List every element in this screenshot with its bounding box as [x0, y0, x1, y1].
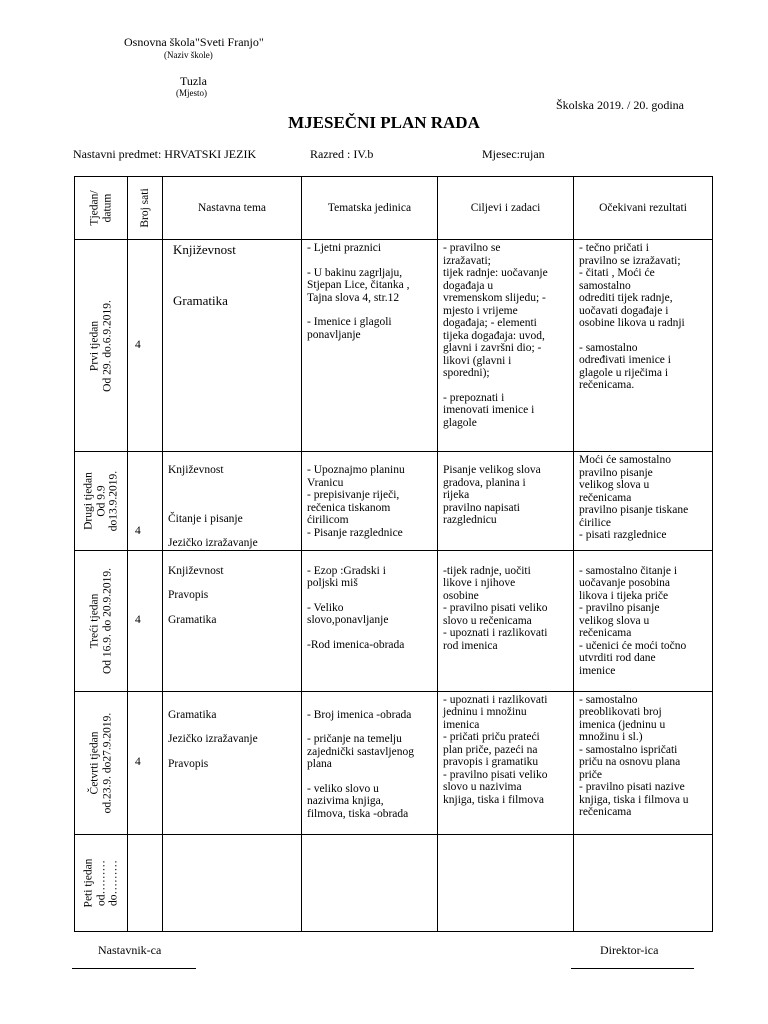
- cell-line: glagole: [443, 416, 477, 429]
- cell-line: [173, 281, 297, 293]
- cell-line: Jezičko izražavanje: [168, 733, 258, 745]
- cell-line: Gramatika: [168, 708, 217, 721]
- cell-line: [168, 477, 297, 489]
- cell-line: mjesto i vrijeme: [443, 304, 518, 317]
- cell-line: slovo u nazivima: [443, 781, 522, 793]
- cell-line: - Upoznajmo planinu: [307, 464, 405, 476]
- hours-cell: [128, 834, 163, 931]
- cell-line: [168, 577, 297, 589]
- results-cell: [574, 834, 713, 931]
- cell-line: Pravopis: [168, 589, 209, 601]
- goals-column-header: Ciljevi i zadaci: [438, 177, 574, 240]
- cell-line: velikog slova u: [579, 614, 650, 627]
- goals-cell: [438, 691, 574, 834]
- cell-line: razglednicu: [443, 514, 497, 526]
- cell-line: [173, 257, 297, 269]
- cell-line: odrediti tijek radnje,: [579, 292, 673, 304]
- cell-line: [168, 746, 297, 758]
- director-signature-label: Direktor-ica: [600, 943, 659, 957]
- cell-line: sporedni);: [443, 367, 490, 379]
- cell-line: - Broj imenica -obrada: [307, 708, 412, 721]
- cell-line: pravopis i gramatiku: [443, 756, 539, 768]
- grade-field: Razred : IV.b: [310, 147, 374, 161]
- cell-line: -Rod imenica-obrada: [307, 638, 405, 651]
- cell-line: - pričanje na temelju: [307, 733, 402, 745]
- week-header-text: Tjedan/ datum: [88, 190, 113, 226]
- cell-line: - Imenice i glagoli: [307, 316, 392, 328]
- cell-line: ćirilice: [579, 516, 611, 529]
- cell-line: [307, 255, 433, 267]
- school-name-caption: (Naziv škole): [164, 50, 213, 60]
- cell-line: pravilno pisanje: [579, 466, 653, 479]
- school-name: Osnovna škola"Sveti Franjo": [124, 35, 264, 49]
- cell-line: Od 9.9: [94, 485, 107, 517]
- cell-line: -tijek radnje, uočiti: [443, 564, 531, 577]
- cell-line: [307, 304, 433, 316]
- hours-cell: 4: [128, 452, 163, 551]
- cell-line: osobine: [443, 589, 479, 602]
- cell-line: Tajna slova 4, str.12: [307, 291, 400, 304]
- cell-line: - tečno pričati i: [579, 242, 649, 254]
- cell-line: priče: [579, 768, 602, 781]
- cell-line: Od 16.9. do 20.9.2019.: [101, 567, 113, 674]
- director-signature-line: [571, 968, 694, 969]
- week-column-header: [75, 177, 128, 240]
- cell-line: Čitanje i pisanje: [168, 512, 243, 525]
- cell-line: - Veliko: [307, 601, 344, 614]
- cell-line: - Ljetni praznici: [307, 242, 382, 254]
- cell-line: velikog slova u: [579, 479, 650, 491]
- place-name: Tuzla: [180, 74, 207, 88]
- cell-line: pravilno se izražavati;: [579, 254, 681, 267]
- unit-cell: [302, 550, 438, 691]
- cell-line: - prepoznati i: [443, 391, 505, 404]
- cell-line: - samostalno ispričati: [579, 743, 678, 756]
- cell-line: tijeka događaja: uvod,: [443, 329, 545, 342]
- cell-line: imenice: [579, 664, 616, 677]
- cell-line: pravilno pisanje tiskane: [579, 504, 689, 516]
- goals-cell: [438, 240, 574, 452]
- cell-line: Od 29. do.6.9.2019.: [101, 299, 113, 392]
- goals-cell: [438, 550, 574, 691]
- cell-line: - veliko slovo u: [307, 782, 379, 795]
- topic-cell: [163, 550, 302, 691]
- cell-line: Književnost: [168, 564, 224, 577]
- cell-line: - pravilno pisati veliko: [443, 768, 548, 781]
- unit-cell: [302, 834, 438, 931]
- cell-line: slovo,ponavljanje: [307, 614, 389, 626]
- cell-line: Jezičko izražavanje: [168, 537, 258, 549]
- cell-line: tijek radnje: uočavanje: [443, 267, 548, 279]
- cell-line: jedninu i množinu: [443, 706, 527, 718]
- cell-line: vremenskom slijedu; -: [443, 292, 546, 304]
- cell-line: od………: [94, 859, 107, 906]
- cell-line: likove i njihove: [443, 577, 516, 589]
- week-cell: [75, 834, 128, 931]
- cell-line: - Pisanje razglednice: [307, 526, 403, 539]
- cell-line: Pravopis: [168, 757, 209, 770]
- cell-line: Drugi tjedan: [82, 471, 95, 530]
- cell-line: Stjepan Lice, čitanka ,: [307, 279, 410, 291]
- cell-line: određivati imenice i: [579, 354, 671, 366]
- cell-line: pravilno napisati: [443, 501, 520, 514]
- cell-line: [173, 269, 297, 281]
- hours-cell: 4: [128, 550, 163, 691]
- cell-line: preoblikovati broj: [579, 706, 662, 718]
- cell-line: imenica: [443, 718, 480, 731]
- cell-line: imenovati imenice i: [443, 404, 535, 416]
- cell-line: - samostalno: [579, 341, 638, 354]
- cell-line: Četvrti tjedan: [88, 731, 101, 794]
- cell-line: izražavati;: [443, 254, 491, 267]
- plan-table: [74, 176, 713, 932]
- teacher-signature-line: [72, 968, 196, 969]
- cell-line: od.23.9. do27.9.2019.: [101, 712, 113, 813]
- week-cell: [75, 691, 128, 834]
- unit-column-header: Tematska jedinica: [302, 177, 438, 240]
- cell-line: - pravilno se: [443, 242, 501, 254]
- cell-line: Treći tjedan: [88, 593, 101, 648]
- results-column-header: Očekivani rezultati: [574, 177, 713, 240]
- goals-cell: [438, 452, 574, 551]
- document-title: MJESEČNI PLAN RADA: [288, 113, 480, 132]
- cell-line: knjiga, tiska i filmova: [443, 793, 544, 806]
- cell-line: [443, 380, 569, 392]
- cell-line: Peti tjedan: [82, 858, 95, 907]
- results-cell: [574, 550, 713, 691]
- cell-line: osobine likova u radnji: [579, 317, 685, 329]
- unit-cell: [302, 452, 438, 551]
- cell-line: - Ezop :Gradski i: [307, 564, 386, 577]
- cell-line: rijeka: [443, 489, 470, 501]
- subject-field: Nastavni predmet: HRVATSKI JEZIK: [73, 147, 257, 161]
- cell-line: Moći će samostalno: [579, 454, 671, 466]
- cell-line: - samostalno: [579, 693, 638, 706]
- cell-line: zajednički sastavljenog: [307, 745, 414, 758]
- cell-line: [307, 627, 433, 639]
- cell-line: - U bakinu zagrljaju,: [307, 266, 403, 279]
- table-row: [75, 834, 713, 931]
- cell-line: - samostalno čitanje i: [579, 564, 678, 577]
- cell-line: - prepisivanje riječi,: [307, 489, 400, 501]
- cell-line: gradova, planina i: [443, 476, 526, 489]
- cell-line: - učenici će moći točno: [579, 639, 687, 652]
- topic-column-header: Nastavna tema: [163, 177, 302, 240]
- table-row: [75, 452, 713, 551]
- cell-line: - pravilno pisanje: [579, 602, 660, 614]
- cell-line: događaja u: [443, 279, 494, 292]
- cell-line: samostalno: [579, 279, 631, 292]
- cell-line: filmova, tiska -obrada: [307, 807, 409, 820]
- cell-line: priču na osnovu plana: [579, 756, 681, 768]
- week-cell: [75, 550, 128, 691]
- cell-line: knjiga, tiska i filmova u: [579, 793, 689, 806]
- cell-line: [307, 721, 433, 733]
- cell-line: do13.9.2019.: [107, 470, 120, 531]
- cell-line: - pisati razglednice: [579, 529, 667, 541]
- month-field: Mjesec:rujan: [482, 147, 545, 161]
- cell-line: - čitati , Moći će: [579, 267, 655, 279]
- cell-line: ponavljanje: [307, 328, 361, 341]
- cell-line: - pravilno pisati veliko: [443, 602, 548, 614]
- topic-cell: [163, 452, 302, 551]
- unit-cell: [302, 240, 438, 452]
- results-cell: [574, 240, 713, 452]
- teacher-signature-label: Nastavnik-ca: [98, 943, 162, 957]
- cell-line: do………: [107, 859, 120, 906]
- table-row: [75, 691, 713, 834]
- cell-line: uočavati događaje i: [579, 304, 669, 317]
- results-cell: [574, 691, 713, 834]
- cell-line: [168, 721, 297, 733]
- cell-line: rečenicama.: [579, 379, 635, 391]
- cell-line: [168, 489, 297, 501]
- cell-line: [168, 525, 297, 537]
- cell-line: Književnost: [168, 464, 224, 476]
- cell-line: rečenicama: [579, 491, 632, 504]
- cell-line: - pravilno pisati nazive: [579, 781, 685, 793]
- cell-line: rečenicama: [579, 806, 632, 818]
- cell-line: glavni i završni dio; -: [443, 342, 542, 354]
- cell-line: likovi (glavni i: [443, 354, 512, 367]
- table-header-row: [75, 177, 713, 240]
- cell-line: [168, 501, 297, 513]
- cell-line: rečenicama: [579, 627, 632, 639]
- cell-line: plana: [307, 758, 332, 770]
- cell-line: imenica (jedninu u: [579, 718, 666, 731]
- week-cell: [75, 240, 128, 452]
- cell-line: [307, 590, 433, 602]
- cell-line: plan priče, pazeći na: [443, 743, 538, 756]
- cell-line: glagole u riječima i: [579, 366, 669, 379]
- cell-line: utvrditi rod dane: [579, 652, 656, 664]
- cell-line: Prvi tjedan: [88, 320, 101, 371]
- cell-line: - pričati priču prateći: [443, 731, 540, 743]
- table-row: [75, 240, 713, 452]
- results-cell: [574, 452, 713, 551]
- cell-line: nazivima knjiga,: [307, 795, 384, 807]
- cell-line: likova i tijeka priče: [579, 589, 669, 602]
- cell-line: Književnost: [173, 242, 236, 257]
- cell-line: događaja; - elementi: [443, 317, 537, 329]
- hours-cell: 4: [128, 691, 163, 834]
- cell-line: Gramatika: [173, 293, 228, 308]
- topic-cell: [163, 240, 302, 452]
- week-cell: [75, 452, 128, 551]
- hours-column-header: Broj sati: [128, 177, 163, 240]
- cell-line: - upoznati i razlikovati: [443, 627, 548, 639]
- cell-line: Vranicu: [307, 476, 344, 489]
- cell-line: [307, 771, 433, 783]
- table-row: [75, 550, 713, 691]
- cell-line: rečenica tiskanom: [307, 501, 391, 514]
- topic-cell: [163, 691, 302, 834]
- hours-cell: 4: [128, 240, 163, 452]
- cell-line: ćirilicom: [307, 514, 349, 526]
- topic-cell: [163, 834, 302, 931]
- goals-cell: [438, 834, 574, 931]
- cell-line: [579, 330, 708, 342]
- cell-line: Pisanje velikog slova: [443, 464, 541, 476]
- cell-line: množinu i sl.): [579, 731, 643, 743]
- cell-line: poljski miš: [307, 577, 358, 589]
- cell-line: uočavanje posobina: [579, 577, 671, 589]
- cell-line: slovo u rečenicama: [443, 614, 532, 627]
- cell-line: [168, 602, 297, 614]
- cell-line: Gramatika: [168, 613, 217, 626]
- unit-cell: [302, 691, 438, 834]
- cell-line: rod imenica: [443, 639, 498, 652]
- place-caption: (Mjesto): [176, 88, 207, 98]
- cell-line: - upoznati i razlikovati: [443, 693, 548, 706]
- school-year: Školska 2019. / 20. godina: [556, 98, 684, 112]
